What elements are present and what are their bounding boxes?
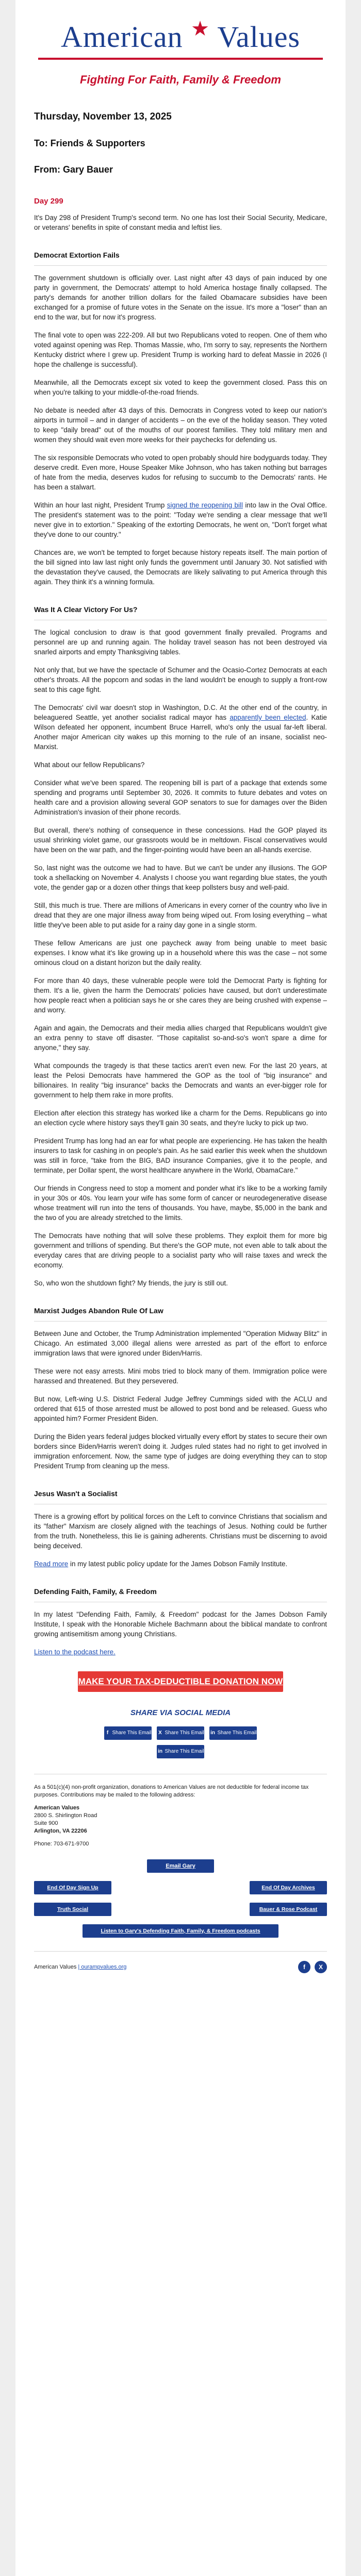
paragraph: Again and again, the Democrats and their media allies charged that Republicans wouldn't give an extra penny to stave off disaster. "Those capitalist so-and-so's won't spare a dime for anyone," they say. bbox=[34, 1024, 327, 1052]
mailing-address bbox=[34, 1804, 327, 1835]
text: in my latest public policy update for the James Dobson Family Institute. bbox=[68, 1560, 288, 1568]
address-line: Suite 900 bbox=[34, 1820, 58, 1826]
linkedin-icon: in bbox=[210, 1730, 215, 1736]
footer-buttons-row bbox=[34, 1881, 327, 1894]
podcast-link[interactable]: Listen to the podcast here. bbox=[34, 1648, 116, 1656]
section-title: Was It A Clear Victory For Us? bbox=[34, 605, 327, 620]
share-x-button[interactable] bbox=[157, 1726, 204, 1740]
paragraph: Consider what we've been spared. The reopening bill is part of a package that extends some spending and programs until September 30, 2026. It commits to future debates and votes on health care and a provision allowing several GOP senators to sue for damages over the Biden Administration's invasion of their phone records. bbox=[34, 779, 327, 816]
footer-buttons-row bbox=[34, 1903, 327, 1916]
paragraph: So, who won the shutdown fight? My friends, the jury is still out. bbox=[34, 1279, 228, 1287]
american-values-logo[interactable] bbox=[26, 13, 335, 53]
tax-note: As a 501(c)(4) non-profit organization, donations to American Values are not deductible for federal income tax purposes. Contributions may be mailed to the following address: bbox=[34, 1784, 309, 1798]
share-facebook-button[interactable] bbox=[104, 1726, 152, 1740]
share-label: Share This Email bbox=[165, 1749, 204, 1754]
share-label: Share This Email bbox=[112, 1730, 152, 1736]
x-icon: X bbox=[158, 1730, 162, 1736]
logo-word-left: American bbox=[60, 20, 183, 54]
text: . Katie Wilson defeated her opponent, incumbent Bruce Harrell, who's only the usual far-left liberal. Another major American city wakes up this morning to the rule of an insane, socialist neo-Marxist. bbox=[34, 714, 327, 751]
copyright bbox=[34, 1964, 126, 1970]
paragraph: For more than 40 days, these vulnerable people were told the Democrat Party is fighting for them. It's a lie, given the harm the Democrats' policies have caused, but don't underestimate how people react when a politician says he or she cares they are being crushed with expense – and worry. bbox=[34, 977, 327, 1014]
donate-button[interactable]: MAKE YOUR TAX-DEDUCTIBLE DONATION NOW bbox=[78, 1671, 283, 1692]
paragraph: Still, this much is true. There are millions of Americans in every corner of the country who live in dread that they are one major illness away from being wiped out. From losing everything – what little they've been able to put aside for a rainy day gone in a single storm. bbox=[34, 902, 327, 929]
share-label: Share This Email bbox=[165, 1730, 204, 1736]
paragraph: No debate is needed after 43 days of this. Democrats in Congress voted to keep our nation's airports in turmoil – and in danger of accidents – on the eve of the holiday season. They voted to keep "daily bread" out of the mouths of our poorest families. They told military men and women they should wait even more weeks for their paychecks for defending us. bbox=[34, 406, 327, 444]
social-icons bbox=[298, 1961, 327, 1973]
paragraph: During the Biden years federal judges blocked virtually every effort by states to secure their own borders since Biden/Harris weren't doing it. Judges ruled states had no right to get involved in immigration enforcement. Now, the same type of judges are doing everything they can to stop President Trump from cleaning up the mess. bbox=[34, 1433, 327, 1470]
paragraph: But now, Left-wing U.S. District Federal Judge Jeffrey Cummings sided with the ACLU and ordered that 615 of those arrested must be allowed to post bond and be released. Guess who appointed him? Former President Biden. bbox=[34, 1395, 327, 1422]
paragraph: Chances are, we won't be tempted to forget because history repeats itself. The main portion of the bill signed into law last night only funds the government until January 30. Not satisfied with the devastation they've caused, the Democrats are likely salivating to put America through this again. They think it's a winning formula. bbox=[34, 549, 327, 586]
section-title: Defending Faith, Family, & Freedom bbox=[34, 1587, 327, 1602]
text: The Democrats' civil war doesn't stop in Washington, D.C. At the other end of the country, in beleaguered Seattle, yet another socialist radical mayor has bbox=[34, 704, 327, 721]
paragraph: The government shutdown is officially over. Last night after 43 days of pain induced by one party in government, the Democrats' attempt to hold America hostage finally collapsed. The party's demands for another trillion dollars for the failed Obamacare subsidies have been exchanged for a promise of future votes in the Senate on the issue. It's more a "loser" than an end to the war, but for now it's progress. bbox=[34, 274, 327, 321]
paragraph: Between June and October, the Trump Administration implemented "Operation Midway Blitz" in Chicago. An estimated 3,000 illegal aliens were arrested as part of the effort to enforce immigration laws that were ignored under Biden/Harris. bbox=[34, 1330, 327, 1357]
address-line: 2800 S. Shirlington Road bbox=[34, 1812, 97, 1819]
phone-number: Phone: 703-671-9700 bbox=[34, 1841, 89, 1847]
paragraph: Our friends in Congress need to stop a moment and ponder what it's like to be a working family in your 30s or 40s. You learn your wife has some form of cancer or neurodegenerative disease whose treatment will run into the tens of thousands. You have, maybe, $5,000 in the bank and the two of you are already stretched to the limits. bbox=[34, 1184, 327, 1222]
share-title: SHARE VIA SOCIAL MEDIA bbox=[130, 1708, 231, 1717]
newsletter-page bbox=[15, 0, 346, 2576]
paragraph: But overall, there's nothing of consequence in these concessions. Had the GOP played its usual shrinking violet game, our grassroots would be in meltdown. Fiscal conservatives would have been on the war path, and the finger-pointing would have been an all-hands exercise. bbox=[34, 826, 327, 854]
share-row bbox=[34, 1745, 327, 1758]
truth-social-button[interactable]: Truth Social bbox=[34, 1903, 111, 1916]
day-count: Day 299 bbox=[34, 197, 63, 206]
section-title: Jesus Wasn't a Socialist bbox=[34, 1489, 327, 1504]
bauer-rose-podcast-button[interactable]: Bauer & Rose Podcast bbox=[250, 1903, 327, 1916]
section-title: Marxist Judges Abandon Rule Of Law bbox=[34, 1307, 327, 1321]
org-name: American Values bbox=[34, 1805, 80, 1811]
website-link[interactable]: | ourampvalues.org bbox=[78, 1964, 127, 1970]
facebook-icon[interactable]: f bbox=[298, 1961, 310, 1973]
address-line: Arlington, VA 22206 bbox=[34, 1828, 87, 1834]
star-icon: ★ bbox=[191, 17, 210, 40]
paragraph bbox=[34, 500, 327, 539]
section-title: Democrat Extortion Fails bbox=[34, 251, 327, 266]
paragraph: What compounds the tragedy is that these tactics aren't even new. For the last 20 years, at least the Pelosi Democrats have hammered the GOP as the tool of "big insurance" and billionaires. In reality "big insurance" backs the Democrats and wants an ever-bigger role for government to help them rake in more profits. bbox=[34, 1062, 327, 1099]
email-gary-button[interactable]: Email Gary bbox=[147, 1859, 214, 1873]
reopening-bill-link[interactable]: signed the reopening bill bbox=[167, 501, 243, 509]
org-name: American Values bbox=[34, 1964, 77, 1970]
x-icon[interactable]: X bbox=[315, 1961, 327, 1973]
logo-divider bbox=[38, 58, 323, 60]
paragraph: So, last night was the outcome we had to have. But we can't be under any illusions. The GOP took a shellacking on November 4. Analysts I choose you want regarding blue states, the youth vote, the gender gap or a dozen other things that keep pollsters busy and well-paid. bbox=[34, 864, 327, 891]
share-linkedin-button-2[interactable] bbox=[157, 1745, 204, 1758]
section-podcast bbox=[34, 1587, 327, 1657]
defending-faith-podcasts-button[interactable]: Listen to Gary's Defending Faith, Family, & Freedom podcasts bbox=[83, 1924, 278, 1938]
paragraph: Meanwhile, all the Democrats except six voted to keep the government closed. Pass this on when you're talking to your middle-of-the-road friends. bbox=[34, 379, 327, 396]
intro-paragraph: It's Day 298 of President Trump's second term. No one has lost their Social Security, Medicare, or veterans' benefits in spite of constant media and leftist lies. bbox=[34, 214, 327, 231]
signup-button[interactable]: End Of Day Sign Up bbox=[34, 1881, 111, 1894]
footer-info bbox=[34, 1774, 327, 1848]
linkedin-icon: in bbox=[158, 1749, 162, 1754]
paragraph: These were not easy arrests. Mini mobs tried to block many of them. Immigration police were harassed and threatened. But they persevered. bbox=[34, 1367, 327, 1385]
section-judges bbox=[34, 1307, 327, 1471]
paragraph: These fellow Americans are just one paycheck away from being unable to meet basic expenses. I know what it's like growing up in a household where this was the case – not some ominous cloud on a distant horizon but the daily reality. bbox=[34, 939, 327, 967]
slogan: Fighting For Faith, Family & Freedom bbox=[80, 73, 281, 86]
paragraph: President Trump has long had an ear for what people are experiencing. He has taken the health insurers to task for cashing in on people's pain. As he said earlier this week when the shutdown was still in force, "take from the BIG, BAD insurance Companies, give it to the people, and terminate, per Dollar spent, the worst healthcare anywhere in the World, ObamaCare." bbox=[34, 1137, 327, 1174]
paragraph: Not only that, but we have the spectacle of Schumer and the Ocasio-Cortez Democrats at each other's throats. All the popcorn and sodas in the land wouldn't be enough to supply a front-row seat to this cage fight. bbox=[34, 666, 327, 693]
paragraph: The Democrats have nothing that will solve these problems. They exploit them for more big government and trillions of spending. But there's the GOP mute, not even able to talk about the everyday cares that are driving people to a socialist party who will raise taxes and wreck the economy. bbox=[34, 1232, 327, 1269]
share-linkedin-button[interactable] bbox=[209, 1726, 257, 1740]
logo-word-right: Values bbox=[217, 20, 301, 54]
main-content bbox=[15, 111, 346, 1973]
paragraph: There is a growing effort by political forces on the Left to convince Christians that socialism and its "father" Marxism are closely aligned with the teachings of Jesus. Nothing could be further from the truth. Nonetheless, this lie is gaining adherents. Christians must be discerning to avoid being deceived. bbox=[34, 1513, 327, 1550]
seattle-election-link[interactable]: apparently been elected bbox=[229, 714, 306, 721]
paragraph bbox=[34, 1647, 327, 1657]
paragraph: In my latest "Defending Faith, Family, & Freedom" podcast for the James Dobson Family Institute, I speak with the Honorable Michele Bachmann about the biblical mandate to confront growing antisemitism among young Christians. bbox=[34, 1611, 327, 1638]
archives-button[interactable]: End Of Day Archives bbox=[250, 1881, 327, 1894]
footer-social bbox=[34, 1951, 327, 1973]
read-more-link[interactable]: Read more bbox=[34, 1560, 69, 1568]
masthead bbox=[15, 0, 346, 87]
section-victory bbox=[34, 605, 327, 1288]
paragraph: The logical conclusion to draw is that good government finally prevailed. Programs and personnel are up and running again. The holiday travel season has not been destroyed via snarled airports and empty Thanksgiving tables. bbox=[34, 629, 327, 656]
text: Within an hour last night, President Trump bbox=[34, 501, 167, 509]
section-socialist bbox=[34, 1489, 327, 1569]
paragraph: The final vote to open was 222-209. All but two Republicans voted to reopen. One of them who voted against opening was Rep. Thomas Massie, who, I'm sorry to say, represents the Northern Kentucky district where I grew up. President Trump is working hard to defeat Massie in 2026 (I hope the challenge is successful). bbox=[34, 331, 327, 368]
newsletter-date: Thursday, November 13, 2025 bbox=[34, 111, 172, 122]
paragraph: What about our fellow Republicans? bbox=[34, 761, 145, 769]
sender-line: From: Gary Bauer bbox=[34, 164, 113, 175]
paragraph: The six responsible Democrats who voted to open probably should hire bodyguards today. They deserve credit. Even more, House Speaker Mike Johnson, who has taken nothing but barrages of hate from the media, deserves kudos for refusing to succumb to the Democrats' rants. He has been a stalwart. bbox=[34, 454, 327, 491]
share-row bbox=[34, 1726, 327, 1740]
share-label: Share This Email bbox=[217, 1730, 257, 1736]
section-extortion bbox=[34, 251, 327, 587]
paragraph: Election after election this strategy has worked like a charm for the Dems. Republicans go into an election cycle where history says they'll gain 30 seats, and they're lucky to pick up two. bbox=[34, 1109, 327, 1127]
paragraph bbox=[34, 703, 327, 752]
paragraph bbox=[34, 1559, 327, 1569]
recipients-line: To: Friends & Supporters bbox=[34, 138, 145, 148]
facebook-icon: f bbox=[106, 1730, 109, 1736]
text: into law in the Oval Office. The president's statement was to the point: "Today we're sending a clear message that we'll never give in to extortion." Speaking of the extorting Democrats, he went on, "Don't forget what they've done to our country." bbox=[34, 501, 327, 538]
